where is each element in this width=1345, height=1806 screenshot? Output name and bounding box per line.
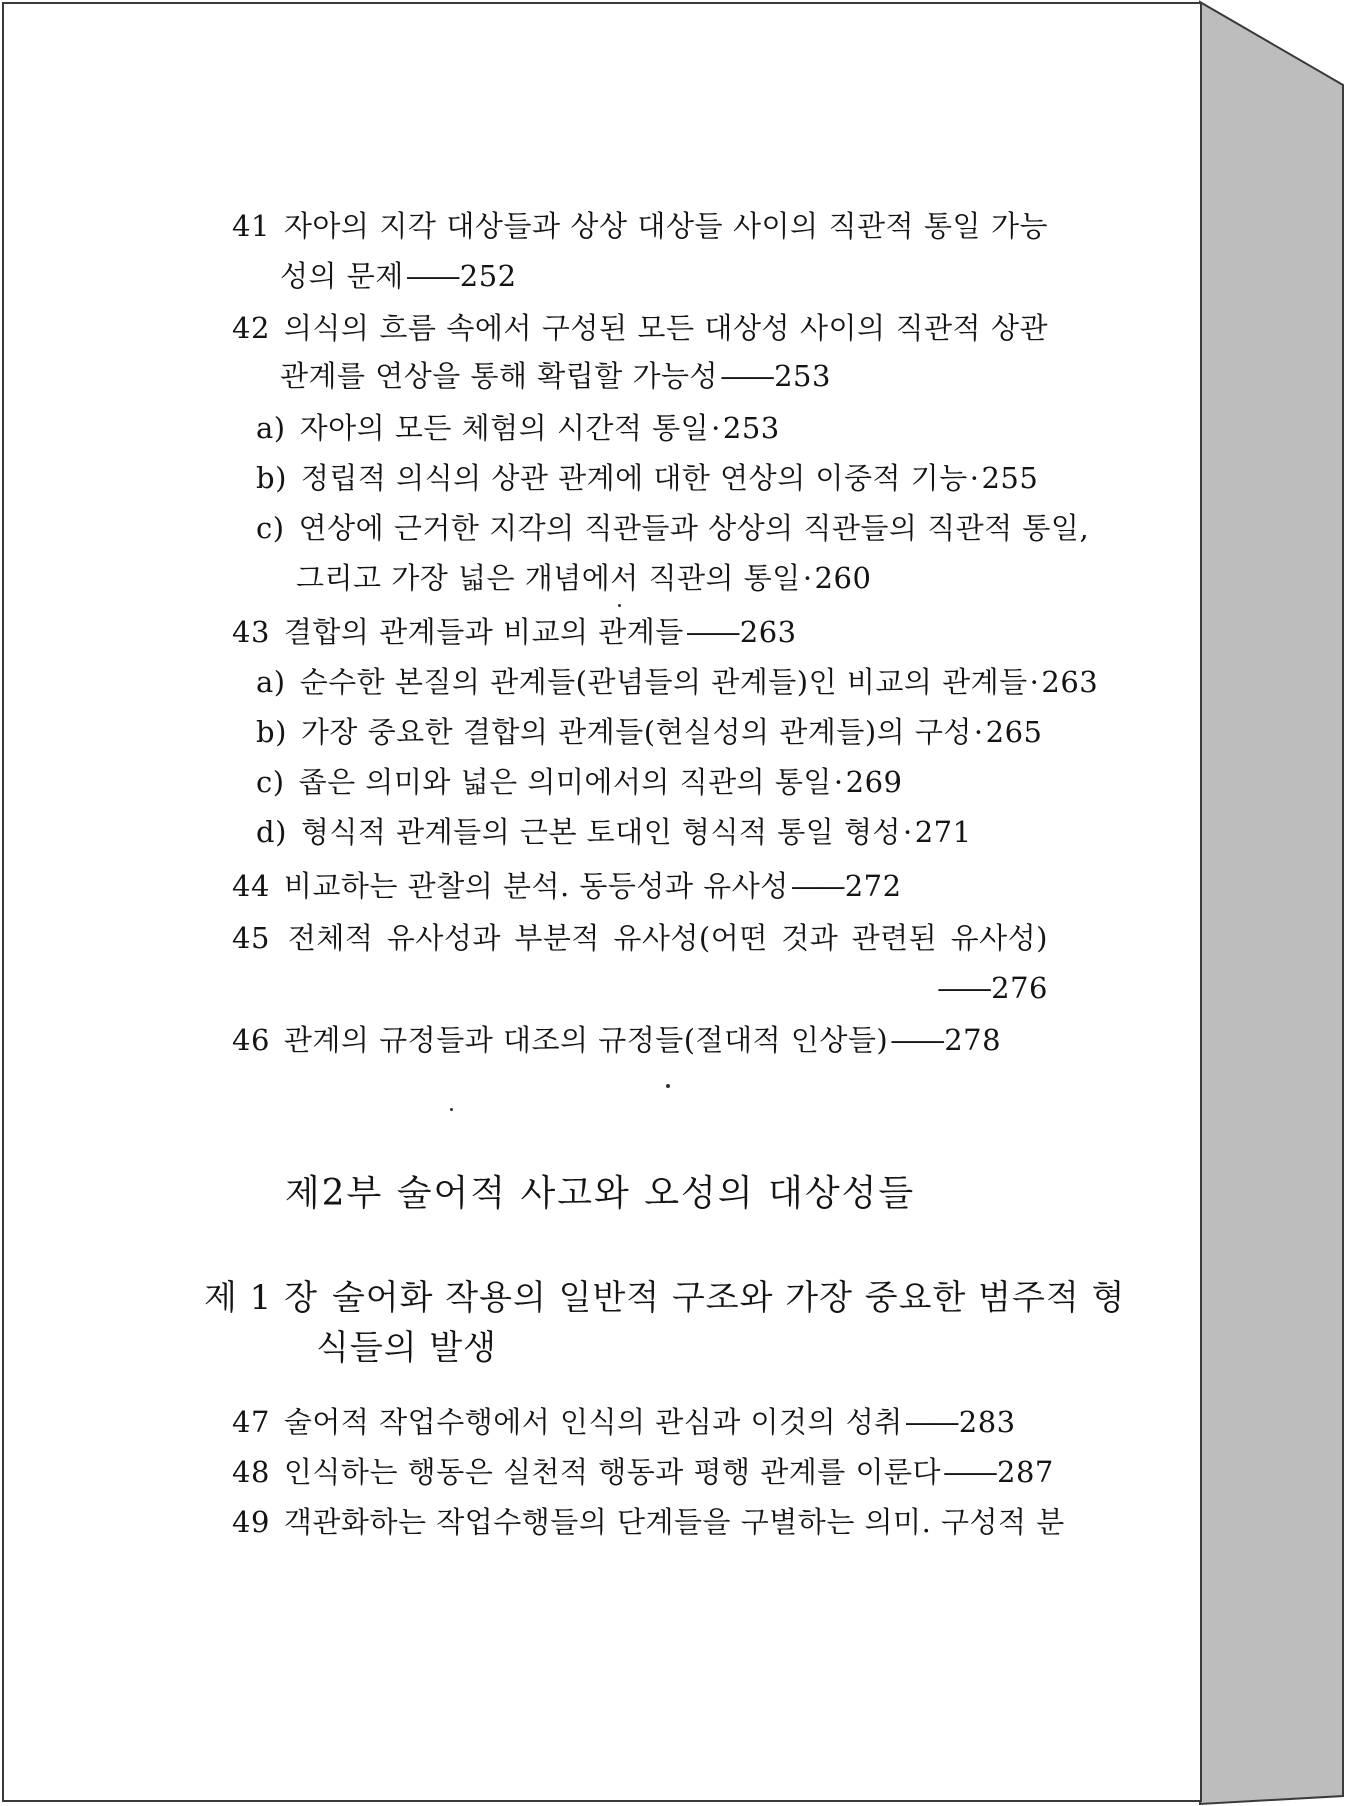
page-number: 260 [814,561,872,595]
entry-text: 결합의 관계들과 비교의 관계들 [283,615,684,649]
sub-label: a) [256,665,286,699]
entry-text: 성의 문제 [280,259,404,293]
sub-label: d) [256,815,287,849]
entry-number: 42 [232,311,270,345]
leader-dash: —— [405,259,458,293]
entry-text: 그리고 가장 넓은 개념에서 직관의 통일 [296,561,801,595]
page-number: 276 [991,971,1048,1005]
entry-text: 전체적 유사성과 부분적 유사성(어떤 것과 관련된 유사성) [287,921,1048,955]
toc-sub-42c-line2 [296,560,871,596]
toc-entry-46 [232,1022,1001,1058]
sub-label: a) [256,411,286,445]
leader-dash: —— [937,971,990,1005]
entry-text: 자아의 모든 체험의 시간적 통일 [299,411,710,445]
entry-text: 자아의 지각 대상들과 상상 대상들 사이의 직관적 통일 가능 [283,209,1048,243]
entry-text: 비교하는 관찰의 분석. 동등성과 유사성 [283,869,789,903]
toc-sub-43c [256,764,902,800]
toc-entry-41-line1 [232,208,1048,244]
entry-text: 의식의 흐름 속에서 구성된 모든 대상성 사이의 직관적 상관 [283,311,1048,345]
page-number: 253 [774,359,831,393]
separator-dot: · [973,715,984,749]
entry-number: 46 [232,1023,270,1057]
separator-dot: · [802,561,813,595]
sub-label: b) [256,715,287,749]
leader-dash: —— [890,1023,943,1057]
toc-entry-47 [232,1404,1016,1440]
leader-dash: —— [790,869,843,903]
leader-dash: —— [720,359,773,393]
chapter-label: 제 1 장 [204,1278,318,1318]
toc-entry-42-line1 [232,310,1048,346]
entry-number: 47 [232,1405,270,1439]
page-number: 252 [459,259,517,293]
entry-text: 좁은 의미와 넓은 의미에서의 직관의 통일 [298,765,832,799]
entry-text: 술어적 작업수행에서 인식의 관심과 이것의 성취 [283,1405,903,1439]
entry-text: 순수한 본질의 관계들(관념들의 관계들)인 비교의 관계들 [299,665,1028,699]
separator-dot: · [833,765,844,799]
entry-number: 41 [232,209,270,243]
entry-text: 형식적 관계들의 근본 토대인 형식적 통일 형성 [300,815,901,849]
page-number: 283 [958,1405,1016,1439]
leader-dash: —— [685,615,738,649]
leader-dash: —— [904,1405,957,1439]
paper-speck [618,604,621,607]
page-number: 263 [739,615,797,649]
entry-number: 48 [232,1455,270,1489]
toc-entry-41-line2 [280,258,517,294]
separator-dot: · [969,461,980,495]
toc-entry-49 [232,1504,1065,1540]
toc-entry-42-line2 [280,358,831,394]
toc-sub-42b [256,460,1038,496]
toc-sub-43d [256,814,972,850]
page-number: 271 [914,815,972,849]
page-number: 253 [722,411,780,445]
chapter-title-line2 [316,1326,497,1370]
entry-number: 44 [232,869,270,903]
leader-dash: —— [943,1455,996,1489]
chapter-title-text: 식들의 발생 [316,1328,498,1368]
page-number: 255 [981,461,1039,495]
page-number: 269 [845,765,903,799]
entry-text: 정립적 의식의 상관 관계에 대한 연상의 이중적 기능 [300,461,968,495]
page-number: 265 [985,715,1043,749]
toc-entry-45-line1 [232,920,1048,956]
entry-number: 45 [232,921,270,955]
entry-text: 인식하는 행동은 실천적 행동과 평행 관계를 이룬다 [283,1455,942,1489]
page-number: 278 [944,1023,1002,1057]
separator-dot: · [902,815,913,849]
page-number: 263 [1041,665,1099,699]
page-number: 272 [844,869,902,903]
toc-sub-42c-line1 [256,510,1090,546]
separator-dot: · [711,411,721,445]
entry-text: 가장 중요한 결합의 관계들(현실성의 관계들)의 구성 [300,715,972,749]
page-number: 287 [997,1455,1054,1489]
sub-label: c) [256,765,285,799]
entry-text: 연상에 근거한 지각의 직관들과 상상의 직관들의 직관적 통일, [298,511,1090,545]
entry-text: 관계의 규정들과 대조의 규정들(절대적 인상들) [283,1023,889,1057]
toc-entry-45-line2 [935,970,1048,1006]
entry-text: 관계를 연상을 통해 확립할 가능성 [280,359,719,393]
chapter-title-text: 술어화 작용의 일반적 구조와 가장 중요한 범주적 형 [331,1278,1126,1318]
toc-sub-43a [256,664,1098,700]
toc-entry-48 [232,1454,1054,1490]
entry-text: 객관화하는 작업수행들의 단계들을 구별하는 의미. 구성적 분 [283,1505,1065,1539]
paper-speck [666,1084,670,1088]
chapter-title-line1 [204,1276,1126,1320]
toc-entry-44 [232,868,902,904]
part-title: 제2부 술어적 사고와 오성의 대상성들 [284,1173,916,1214]
sub-label: b) [256,461,287,495]
toc-sub-43b [256,714,1042,750]
toc-sub-42a [256,410,780,446]
entry-number: 49 [232,1505,270,1539]
toc-entry-43 [232,614,797,650]
separator-dot: · [1029,665,1040,699]
entry-number: 43 [232,615,270,649]
paper-speck [450,1108,453,1111]
sub-label: c) [256,511,285,545]
